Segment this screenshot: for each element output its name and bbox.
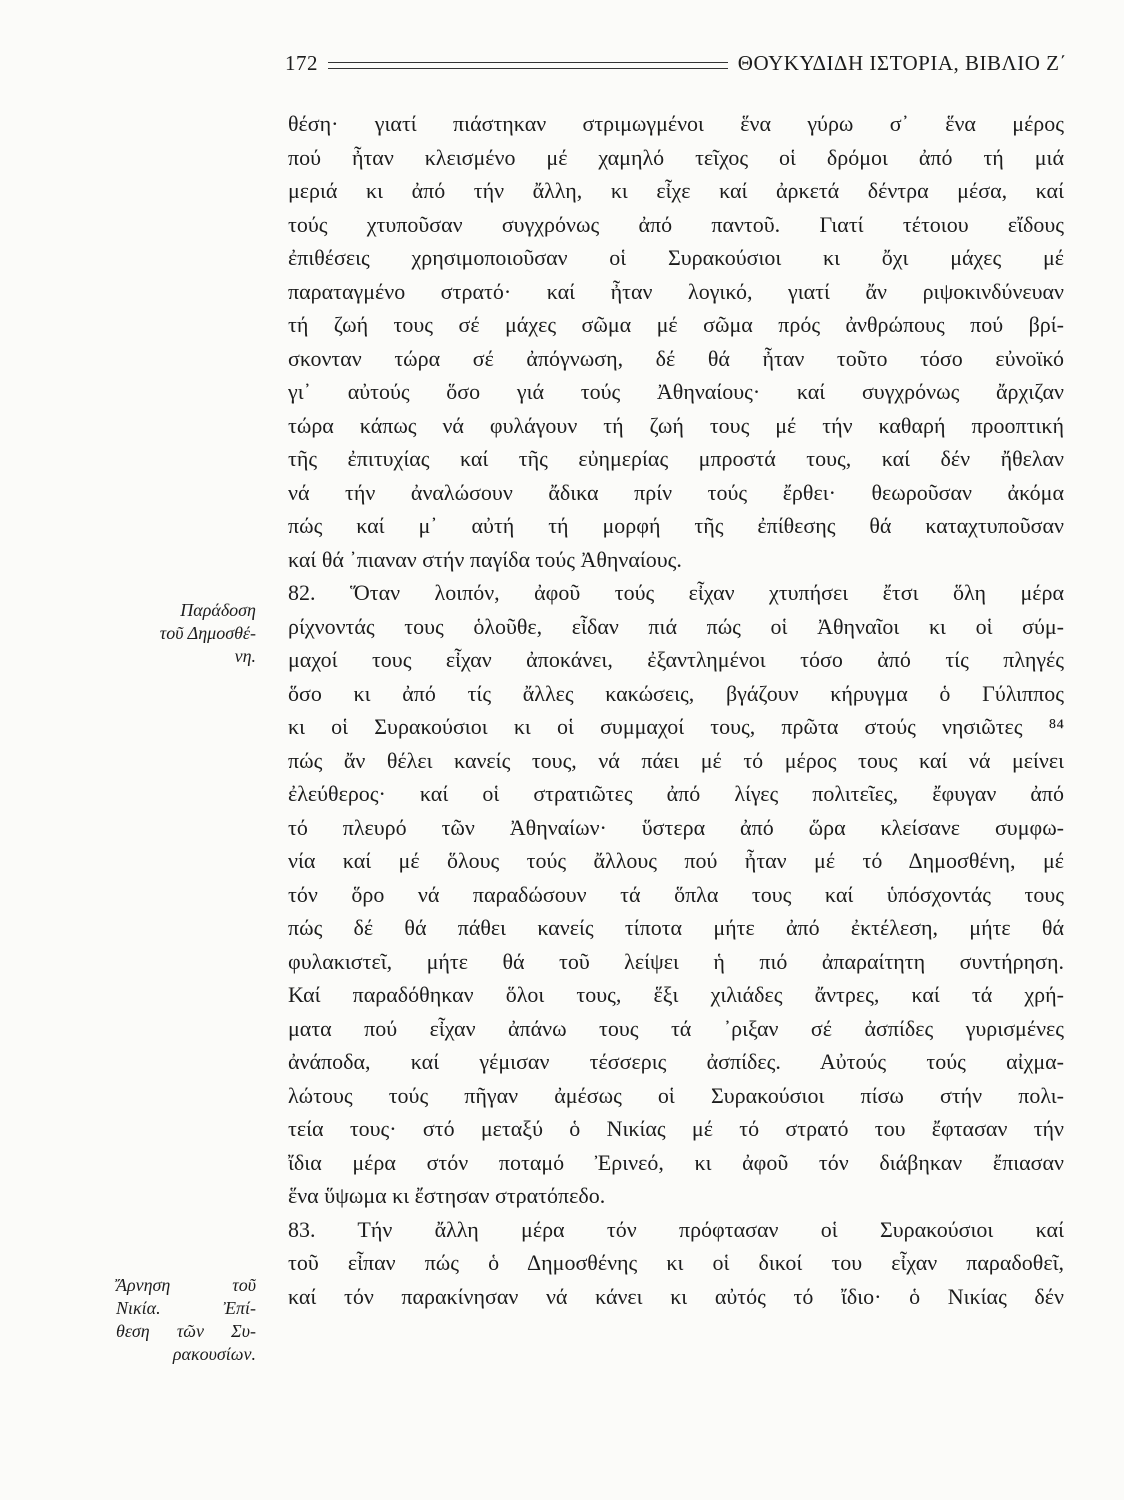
text-line: λώτους τούς πῆγαν ἀμέσως οἱ Συρακούσιοι πίσω στήν πολι- xyxy=(288,1082,1064,1108)
text-line: τώρα κάπως νά φυλάγουν τή ζωή τους μέ τήν καθαρή προοπτική xyxy=(288,412,1064,438)
margin-note-line: Ἄρνηση τοῦ xyxy=(116,1275,256,1295)
text-line: ἴδια μέρα στόν ποταμό Ἐρινεό, κι ἀφοῦ τόν διάβηκαν ἔπιασαν xyxy=(288,1149,1064,1175)
paragraph-end-line: καί θά ᾽πιαναν στήν παγίδα τούς Ἀθηναίους. xyxy=(288,546,682,572)
text-line: νά τήν ἀναλώσουν ἄδικα πρίν τούς ἔρθει· θεωροῦσαν ἀκόμα xyxy=(288,479,1064,505)
running-title: ΘΟΥΚΥΔΙΔΗ ΙΣΤΟΡΙΑ, ΒΙΒΛΙΟ Ζ΄ xyxy=(737,50,1067,75)
text-line: τῆς ἐπιτυχίας καί τῆς εὐημερίας μπροστά τους, καί δέν ἤθελαν xyxy=(288,446,1064,471)
text-line: Καί παραδόθηκαν ὅλοι τους, ἕξι χιλιάδες ἄντρες, καί τά χρή- xyxy=(288,982,1064,1007)
header-double-rule xyxy=(328,62,728,69)
text-line: πώς καί μ᾽ αὐτή τή μορφή τῆς ἐπίθεσης θά καταχτυποῦσαν xyxy=(288,513,1064,538)
text-line: ἐπιθέσεις χρησιμοποιοῦσαν οἱ Συρακούσιοι κι ὄχι μάχες μέ xyxy=(288,245,1064,270)
text-line: νία καί μέ ὅλους τούς ἄλλους πού ἦταν μέ τό Δημοσθένη, μέ xyxy=(288,848,1064,873)
paragraph-82-start: 82. Ὅταν λοιπόν, ἀφοῦ τούς εἶχαν χτυπήσει ἔτσι ὅλη μέρα xyxy=(288,580,1064,605)
text-line: τόν ὅρο νά παραδώσουν τά ὅπλα τους καί ὑπόσχοντάς τους xyxy=(288,881,1064,907)
text-line: φυλακιστεῖ, μήτε θά τοῦ λείψει ἡ πιό ἀπαραίτητη συντήρηση. xyxy=(288,948,1064,974)
margin-note-line: Παράδοση xyxy=(180,600,256,620)
text-line: μαχοί τους εἶχαν ἀποκάνει, ἐξαντλημένοι τόσο ἀπό τίς πληγές xyxy=(288,647,1064,672)
margin-note-line: θεση τῶν Συ- xyxy=(116,1321,256,1341)
margin-note-surrender-of-demosthenes xyxy=(116,599,256,668)
body-text xyxy=(288,107,1064,1313)
text-line-footnote-84: κι οἱ Συρακούσιοι κι οἱ συμμαχοί τους, πρῶτα στούς νησιῶτες ⁸⁴ xyxy=(288,714,1064,739)
text-line: παραταγμένο στρατό· καί ἦταν λογικό, γιατί ἄν ριψοκινδύνευαν xyxy=(288,278,1064,304)
text-line: σκονταν τώρα σέ ἀπόγνωση, δέ θά ἦταν τοῦτο τόσο εὐνοϊκό xyxy=(288,345,1064,371)
margin-note-line: ρακουσίων. xyxy=(172,1344,256,1364)
text-line: ὅσο κι ἀπό τίς ἄλλες κακώσεις, βγάζουν κήρυγμα ὁ Γύλιππος xyxy=(288,680,1064,706)
paragraph-83-start: 83. Τήν ἄλλη μέρα τόν πρόφτασαν οἱ Συρακούσιοι καί xyxy=(288,1216,1064,1242)
margin-note-line: Νικία. Ἐπί- xyxy=(116,1298,256,1318)
text-line: πώς δέ θά πάθει κανείς τίποτα μήτε ἀπό ἐκτέλεση, μήτε θά xyxy=(288,915,1064,940)
text-line: καί τόν παρακίνησαν νά κάνει κι αὐτός τό ἴδιο· ὁ Νικίας δέν xyxy=(288,1283,1064,1309)
text-line: ματα πού εἶχαν ἀπάνω τους τά ᾽ριξαν σέ ἀσπίδες γυρισμένες xyxy=(288,1015,1064,1041)
text-line: ρίχνοντάς τους ὁλοῦθε, εἶδαν πιά πώς οἱ Ἀθηναῖοι κι οἱ σύμ- xyxy=(288,613,1064,639)
margin-note-line: τοῦ Δημοσθέ- xyxy=(159,623,256,643)
text-line: ἐλεύθερος· καί οἱ στρατιῶτες ἀπό λίγες πολιτεῖες, ἔφυγαν ἀπό xyxy=(288,781,1064,806)
text-line: πώς ἄν θέλει κανείς τους, νά πάει μέ τό μέρος τους καί νά μείνει xyxy=(288,747,1064,773)
text-line: τή ζωή τους σέ μάχες σῶμα μέ σῶμα πρός ἀνθρώπους πού βρί- xyxy=(288,312,1064,337)
text-line: πού ἦταν κλεισμένο μέ χαμηλό τεῖχος οἱ δρόμοι ἀπό τή μιά xyxy=(288,144,1064,170)
margin-note-nicias-refusal xyxy=(116,1274,256,1366)
text-line: τό πλευρό τῶν Ἀθηναίων· ὕστερα ἀπό ὥρα κλείσανε συμφω- xyxy=(288,814,1064,840)
page-number: 172 xyxy=(285,50,318,75)
text-line: τεία τους· στό μεταξύ ὁ Νικίας μέ τό στρατό του ἔφτασαν τήν xyxy=(288,1116,1064,1141)
text-line: μεριά κι ἀπό τήν ἄλλη, κι εἶχε καί ἀρκετά δέντρα μέσα, καί xyxy=(288,178,1064,203)
paragraph-end-line: ἕνα ὕψωμα κι ἔστησαν στρατόπεδο. xyxy=(288,1183,606,1208)
text-line: θέση· γιατί πιάστηκαν στριμωγμένοι ἕνα γύρω σ᾽ ἕνα μέρος xyxy=(288,111,1064,136)
running-header xyxy=(285,46,1067,80)
text-line: τούς χτυποῦσαν συγχρόνως ἀπό παντοῦ. Γιατί τέτοιου εἴδους xyxy=(288,211,1064,237)
text-line: ἀνάποδα, καί γέμισαν τέσσερις ἀσπίδες. Αὐτούς τούς αἰχμα- xyxy=(288,1049,1064,1074)
text-line: τοῦ εἶπαν πώς ὁ Δημοσθένης κι οἱ δικοί του εἶχαν παραδοθεῖ, xyxy=(288,1250,1064,1275)
text-line: γι᾽ αὐτούς ὅσο γιά τούς Ἀθηναίους· καί συγχρόνως ἄρχιζαν xyxy=(288,379,1064,404)
margin-note-line: νη. xyxy=(234,646,256,666)
